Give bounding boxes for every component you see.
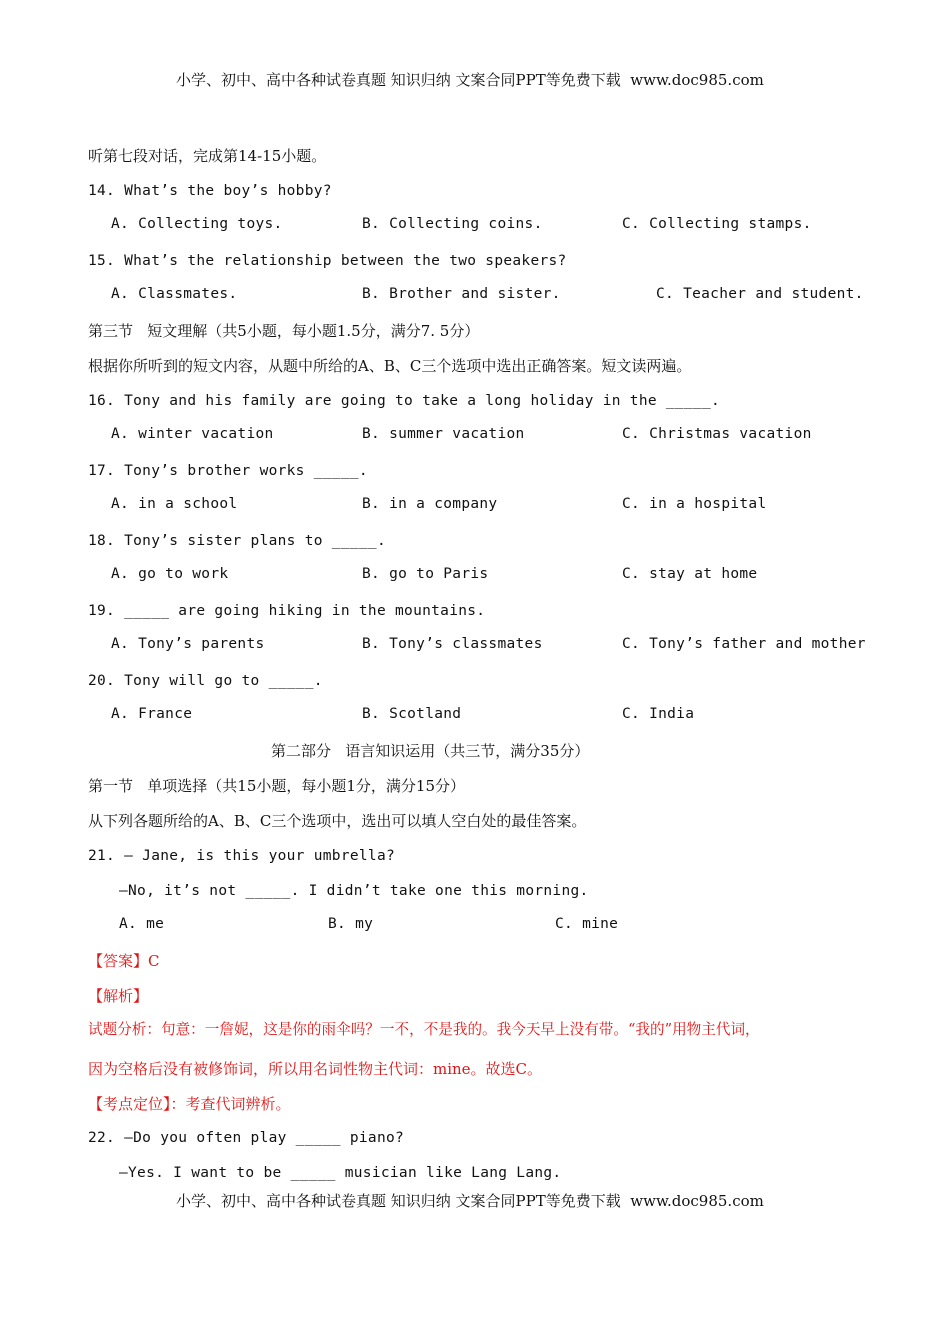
q21-option-b: B. my <box>328 916 374 932</box>
part3-instruction: 根据你所听到的短文内容，从题中所给的A、B、C三个选项中选出正确答案。短文读两遍。 <box>88 357 692 375</box>
q14-stem: 14. What’s the boy’s hobby? <box>88 183 332 199</box>
q20-stem: 20. Tony will go to _____. <box>88 673 323 689</box>
q19-stem: 19. _____ are going hiking in the mountains. <box>88 603 486 619</box>
analysis-text-1: 试题分析：句意：一詹妮，这是你的雨伞吗？一不，不是我的。我今天早上没有带。“我的”用物主代词， <box>88 1021 760 1038</box>
q19-option-b: B. Tony’s classmates <box>362 636 543 652</box>
q21-option-c: C. mine <box>555 916 619 932</box>
answer-line: 【答案】C <box>88 952 160 970</box>
q15-option-a: A. Classmates. <box>111 286 238 302</box>
q18-option-b: B. go to Paris <box>362 566 489 582</box>
q15-option-c: C. Teacher and student. <box>656 286 864 302</box>
q19-option-c: C. Tony’s father and mother <box>622 636 866 652</box>
q19-option-a: A. Tony’s parents <box>111 636 265 652</box>
page-footer: 小学、初中、高中各种试卷真题 知识归纳 文案合同PPT等免费下载 www.doc985.com <box>176 1192 764 1210</box>
q16-option-c: C. Christmas vacation <box>622 426 812 442</box>
section7-intro: 听第七段对话，完成第14-15小题。 <box>88 147 327 165</box>
part3-title: 第三节 短文理解（共5小题，每小题1.5分，满分7. 5分） <box>88 322 480 340</box>
q16-option-a: A. winter vacation <box>111 426 274 442</box>
analysis-text-2: 因为空格后没有被修饰词，所以用名词性物主代词：mine。故选C。 <box>88 1060 543 1078</box>
q14-option-b: B. Collecting coins. <box>362 216 543 232</box>
q22-line1: 22. —Do you often play _____ piano? <box>88 1130 405 1146</box>
q17-option-a: A. in a school <box>111 496 238 512</box>
q14-option-a: A. Collecting toys. <box>111 216 283 232</box>
q21-line2: —No, it’s not _____. I didn’t take one this morning. <box>119 883 589 899</box>
q16-stem: 16. Tony and his family are going to take a long holiday in the _____. <box>88 393 721 409</box>
q18-stem: 18. Tony’s sister plans to _____. <box>88 533 386 549</box>
q20-option-b: B. Scotland <box>362 706 462 722</box>
q21-option-a: A. me <box>119 916 165 932</box>
q21-line1: 21. — Jane, is this your umbrella? <box>88 848 396 864</box>
page-header: 小学、初中、高中各种试卷真题 知识归纳 文案合同PPT等免费下载 www.doc985.com <box>176 71 764 89</box>
q18-option-a: A. go to work <box>111 566 229 582</box>
q14-option-c: C. Collecting stamps. <box>622 216 812 232</box>
q18-option-c: C. stay at home <box>622 566 758 582</box>
q17-option-b: B. in a company <box>362 496 498 512</box>
q20-option-c: C. India <box>622 706 695 722</box>
q22-line2: —Yes. I want to be _____ musician like Lang Lang. <box>119 1165 562 1181</box>
q17-option-c: C. in a hospital <box>622 496 767 512</box>
q15-option-b: B. Brother and sister. <box>362 286 561 302</box>
q20-option-a: A. France <box>111 706 193 722</box>
kaodian-line: 【考点定位】：考查代词辨析。 <box>88 1095 291 1113</box>
analysis-label: 【解析】 <box>88 987 149 1005</box>
section1-title: 第一节 单项选择（共15小题，每小题1分，满分15分） <box>88 777 466 795</box>
q17-stem: 17. Tony’s brother works _____. <box>88 463 368 479</box>
q15-stem: 15. What’s the relationship between the two speakers? <box>88 253 567 269</box>
q16-option-b: B. summer vacation <box>362 426 525 442</box>
section1-instruction: 从下列各题所给的A、B、C三个选项中，选出可以填人空白处的最佳答案。 <box>88 812 587 830</box>
part2-title: 第二部分 语言知识运用（共三节，满分35分） <box>271 742 590 760</box>
